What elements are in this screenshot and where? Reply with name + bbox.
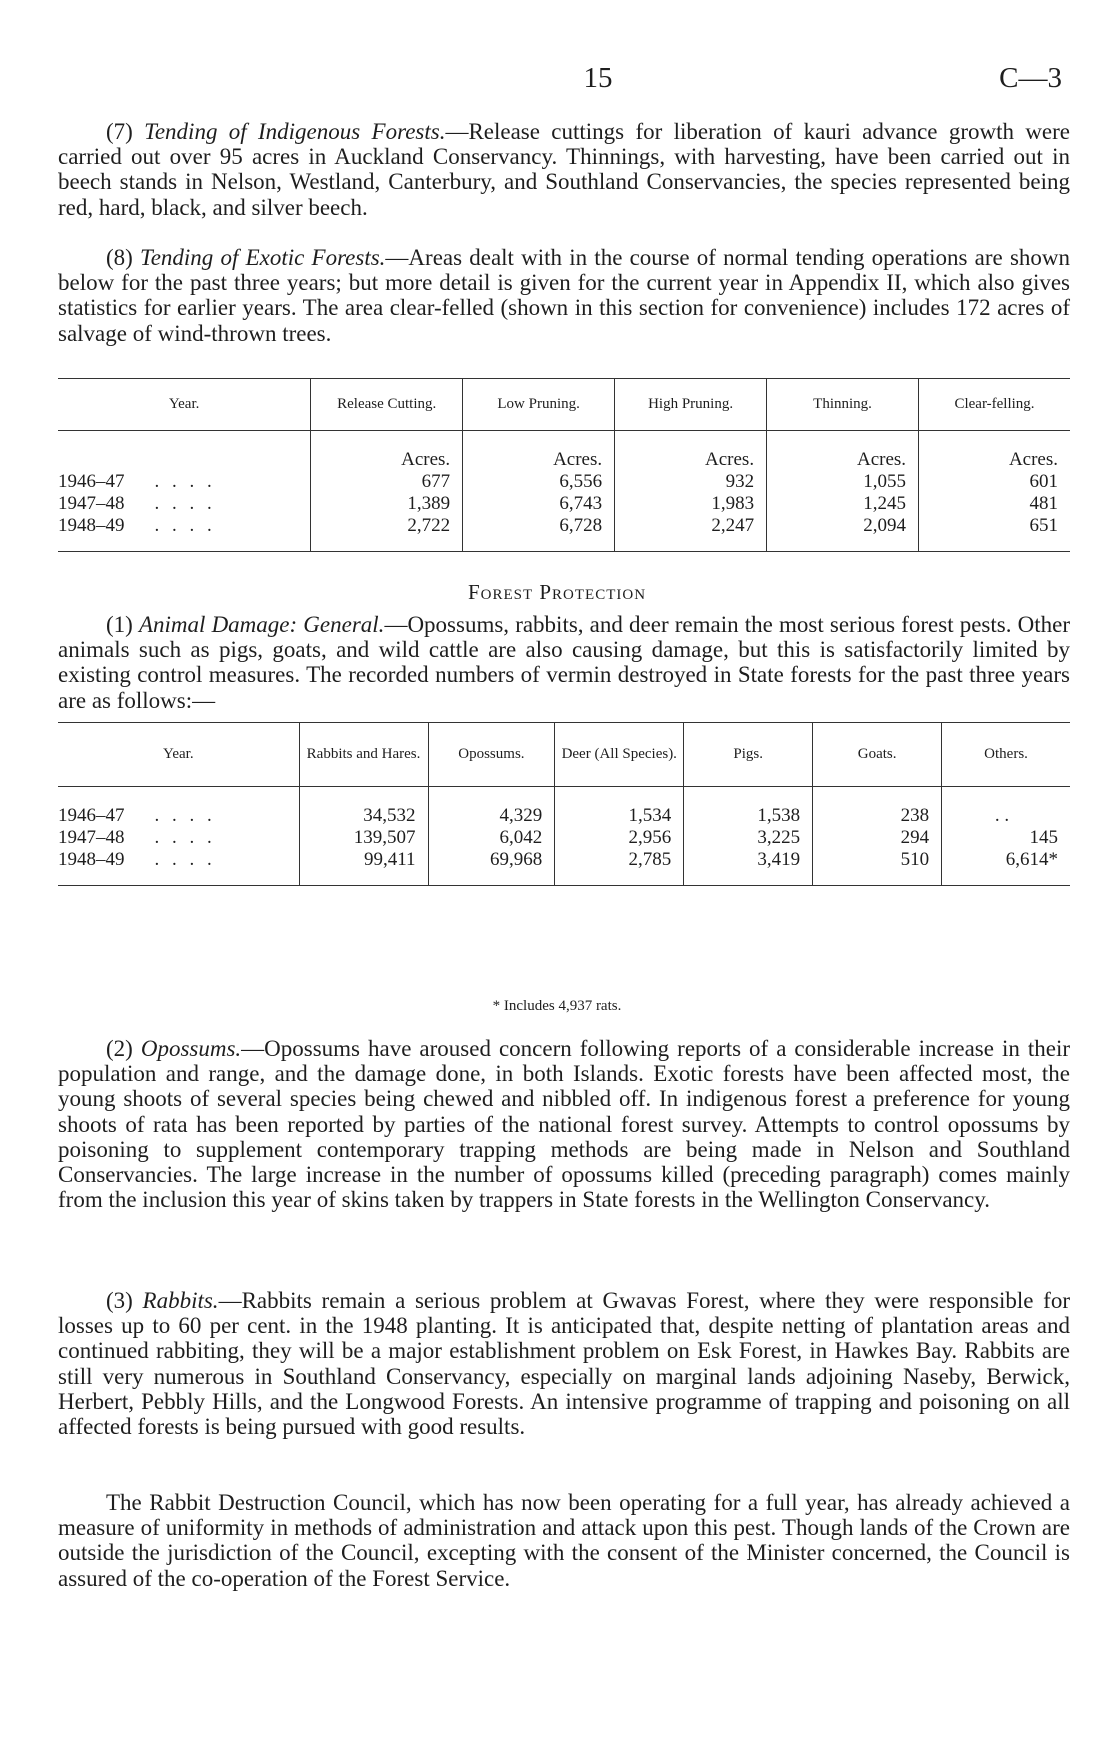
deer-cell: 2,785	[555, 849, 684, 885]
paragraph-tending-exotic	[58, 245, 1070, 346]
table-row	[58, 849, 1070, 885]
year-cell: 1946–47 . . . .	[58, 805, 216, 826]
deer-cell: 2,956	[555, 827, 684, 849]
thinning-cell: 1,055	[767, 471, 919, 493]
high-pruning-cell: 2,247	[615, 515, 767, 551]
table-row	[58, 515, 1070, 551]
leader-dots: . . . .	[154, 805, 216, 826]
column-header-thinning: Thinning.	[767, 379, 919, 431]
paragraph-opossums	[58, 1036, 1070, 1212]
paragraph-body: —Release cuttings for liberation of kauri advance growth were carried out over 95 acres in Auckland Conservancy. Thinnings, with harvesting, have been carried out in beech stands in Nelson, Westland, Canterbury, and Southland Conservancies, the species represented being red, hard, black, and silver beech.	[58, 119, 1071, 220]
paragraph-body: —Areas dealt with in the course of normal tending operations are shown below for the past three years; but more detail is given for the current year in Appendix II, which also gives statistics for earlier years. The area clear-felled (shown in this section for convenience) includes 172 acres of salvage of wind-thrown trees.	[58, 245, 1071, 346]
tending-table	[58, 378, 1070, 552]
unit-cell: Acres.	[767, 431, 919, 472]
rabbits-cell: 34,532	[299, 787, 428, 828]
opossums-cell: 4,329	[428, 787, 555, 828]
year-cell: 1946–47 . . . .	[58, 471, 216, 492]
leader-dots: . . . .	[154, 471, 216, 492]
column-header-others: Others.	[942, 723, 1070, 787]
high-pruning-cell: 1,983	[615, 493, 767, 515]
page-header	[58, 62, 1072, 102]
table-header-row	[58, 723, 1070, 787]
clear-felling-cell: 601	[919, 471, 1070, 493]
column-header-low-pruning: Low Pruning.	[463, 379, 615, 431]
column-header-pigs: Pigs.	[684, 723, 813, 787]
table-row	[58, 827, 1070, 849]
table-header-row	[58, 379, 1070, 431]
paragraph-number: (7)	[106, 119, 133, 144]
opossums-cell: 69,968	[428, 849, 555, 885]
column-header-rabbits-hares: Rabbits and Hares.	[299, 723, 428, 787]
others-cell: . .	[942, 787, 1070, 828]
paragraph-heading: Animal Damage: General.	[138, 612, 385, 637]
pigs-cell: 3,225	[684, 827, 813, 849]
paragraph-rabbit-council	[58, 1490, 1070, 1591]
paragraph-body: —Opossums have aroused concern following reports of a considerable increase in their population and range, and the damage done, in both Islands. Exotic forests have been affected most, the young shoots of several species being chewed and nibbled off. In indigenous forest a preference for young shoots of rata has been reported by parties of the national forest survey. Attempts to control opossums by poisoning to supplement contemporary trapping methods are being made in Nelson and Southland Conservancies. The large increase in the number of opossums killed (preceding paragraph) comes mainly from the inclusion this year of skins taken by trappers in State forests in the Wellington Conservancy.	[58, 1036, 1070, 1213]
unit-cell: Acres.	[615, 431, 767, 472]
paragraph-rabbits	[58, 1288, 1070, 1439]
low-pruning-cell: 6,556	[463, 471, 615, 493]
paragraph-number: (3)	[106, 1288, 133, 1313]
release-cutting-cell: 1,389	[311, 493, 463, 515]
clear-felling-cell: 481	[919, 493, 1070, 515]
paragraph-body: The Rabbit Destruction Council, which has now been operating for a full year, has already achieved a measure of uniformity in methods of administration and attack upon this pest. Though lands of the Crown are outside the jurisdiction of the Council, excepting with the consent of the Minister concerned, the Council is assured of the co-operation of the Forest Service.	[58, 1490, 1070, 1591]
low-pruning-cell: 6,728	[463, 515, 615, 551]
table-row	[58, 787, 1070, 828]
column-header-release-cutting: Release Cutting.	[311, 379, 463, 431]
leader-dots: . . . .	[154, 849, 216, 870]
paragraph-heading: Opossums.	[140, 1036, 242, 1061]
year-cell: 1948–49 . . . .	[58, 515, 216, 536]
others-cell: 145	[942, 827, 1070, 849]
page-number: 15	[583, 62, 613, 94]
table-units-row	[58, 431, 1070, 472]
release-cutting-cell: 677	[311, 471, 463, 493]
column-header-year: Year.	[163, 746, 194, 762]
paragraph-number: (8)	[106, 245, 133, 270]
paragraph-animal-damage	[58, 612, 1070, 713]
deer-cell: 1,534	[555, 787, 684, 828]
column-header-goats: Goats.	[813, 723, 942, 787]
pigs-cell: 3,419	[684, 849, 813, 885]
paragraph-number: (2)	[106, 1036, 133, 1061]
vermin-table	[58, 722, 1070, 886]
year-cell: 1947–48 . . . .	[58, 493, 216, 514]
table-footnote: * Includes 4,937 rats.	[492, 998, 622, 1014]
unit-cell: Acres.	[311, 431, 463, 472]
pigs-cell: 1,538	[684, 787, 813, 828]
column-header-high-pruning: High Pruning.	[615, 379, 767, 431]
leader-dots: . . . .	[154, 515, 216, 536]
paragraph-number: (1)	[106, 612, 133, 637]
high-pruning-cell: 932	[615, 471, 767, 493]
column-header-deer: Deer (All Species).	[555, 723, 684, 787]
paragraph-heading: Tending of Indigenous Forests.	[144, 119, 446, 144]
table-bottom-rule	[58, 551, 1070, 552]
year-cell: 1948–49 . . . .	[58, 849, 216, 870]
rabbits-cell: 139,507	[299, 827, 428, 849]
rabbits-cell: 99,411	[299, 849, 428, 885]
section-title: Forest Protection	[467, 580, 647, 604]
goats-cell: 510	[813, 849, 942, 885]
unit-cell: Acres.	[919, 431, 1070, 472]
leader-dots: . . . .	[154, 493, 216, 514]
document-code: C—3	[999, 62, 1062, 94]
goats-cell: 294	[813, 827, 942, 849]
goats-cell: 238	[813, 787, 942, 828]
table-bottom-rule	[58, 885, 1070, 886]
paragraph-body: —Rabbits remain a serious problem at Gwavas Forest, where they were responsible for losses up to 60 per cent. in the 1948 planting. It is anticipated that, despite netting of plantation areas and continued rabbiting, they will be a major establishment problem on Esk Forest, in Hawkes Bay. Rabbits are still very numerous in Southland Conservancy, especially on marginal lands adjoining Naseby, Berwick, Herbert, Pebbly Hills, and the Longwood Forests. An intensive programme of trapping and poisoning on all affected forests is being pursued with good results.	[58, 1288, 1071, 1440]
column-header-opossums: Opossums.	[428, 723, 555, 787]
others-cell: 6,614*	[942, 849, 1070, 885]
paragraph-heading: Rabbits.	[142, 1288, 219, 1313]
column-header-year: Year.	[168, 396, 200, 412]
clear-felling-cell: 651	[919, 515, 1070, 551]
release-cutting-cell: 2,722	[311, 515, 463, 551]
column-header-clear-felling: Clear-felling.	[919, 379, 1070, 431]
paragraph-heading: Tending of Exotic Forests.	[140, 245, 386, 270]
paragraph-tending-indigenous	[58, 119, 1070, 220]
low-pruning-cell: 6,743	[463, 493, 615, 515]
table-row	[58, 471, 1070, 493]
leader-dots: . . . .	[154, 827, 216, 848]
opossums-cell: 6,042	[428, 827, 555, 849]
year-cell: 1947–48 . . . .	[58, 827, 216, 848]
thinning-cell: 2,094	[767, 515, 919, 551]
thinning-cell: 1,245	[767, 493, 919, 515]
unit-cell: Acres.	[463, 431, 615, 472]
unit-cell	[58, 431, 311, 472]
table-row	[58, 493, 1070, 515]
paragraph-body: —Opossums, rabbits, and deer remain the most serious forest pests. Other animals such as pigs, goats, and wild cattle are also causing damage, but this is satisfactorily limited by existing control measures. The recorded numbers of vermin destroyed in State forests for the past three years are as follows:—	[58, 612, 1070, 713]
